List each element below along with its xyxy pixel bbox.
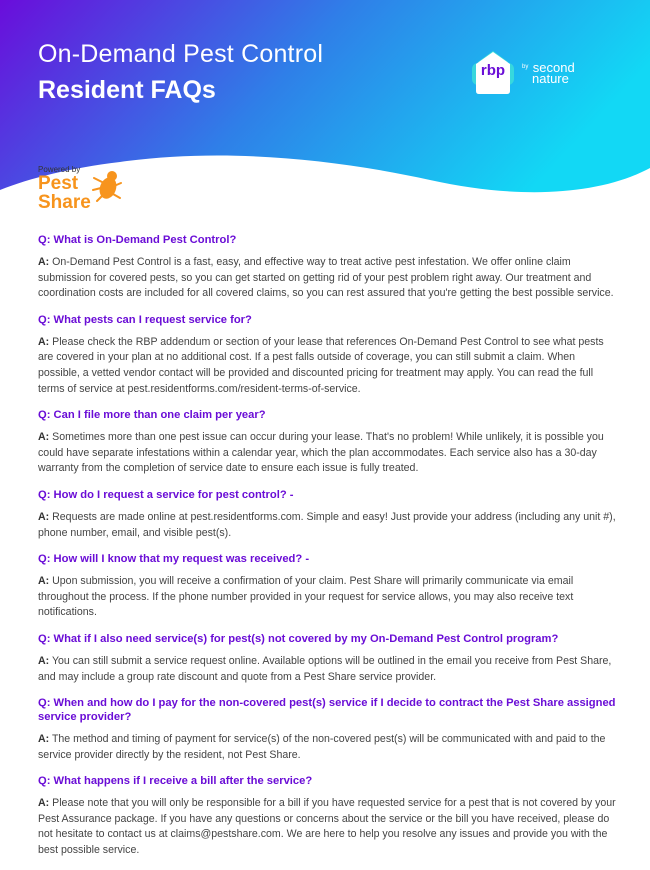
faq-question: Q: How will I know that my request was received? - (38, 553, 310, 566)
faq-answer (38, 335, 616, 397)
answer-text: You can still submit a service request online. Available options will be outlined in the email you receive from Pest Share, and may include a group rate discount and quote from a Pest Share service provider. (38, 654, 612, 683)
logo-nature-text: nature (532, 71, 569, 86)
beetle-icon (90, 168, 124, 204)
faq-question: Q: What if I also need service(s) for pest(s) not covered by my On-Demand Pest Control program? (38, 632, 559, 645)
logo-by-text: by (522, 64, 529, 70)
faq-answer (38, 654, 616, 685)
faq-item (38, 233, 616, 302)
page-title-line1: On-Demand Pest Control (38, 40, 324, 68)
faq-answer (38, 510, 616, 541)
answer-text: On-Demand Pest Control is a fast, easy, and effective way to treat active pest infestation. We offer online claim submission for covered pests, so you can get started on getting rid of your pest problem right away. Our treatment and coordination costs are included for all covered claims, so you can rest assured that you're getting the best possible service. (38, 256, 614, 300)
faq-item (38, 408, 616, 477)
second-nature-logo (522, 62, 575, 84)
rbp-logo (470, 48, 516, 98)
answer-prefix: A: (38, 797, 50, 810)
faq-item (38, 774, 616, 858)
answer-prefix: A: (38, 654, 50, 667)
brand-line1: Pest (38, 173, 79, 194)
answer-text: Upon submission, you will receive a confirmation of your claim. Pest Share will primarily communicate via email throughout the process. If the phone number provided in your request for service allows, you may also receive text notifications. (38, 575, 574, 619)
answer-text: Please note that you will only be responsible for a bill if you have requested service for a pest that is not covered by your Pest Assurance package. If you have any questions or concerns about the service or the bill you have received, please do not hesitate to contact us at claims@pestshare.com. We are here to help you resolve any issues and provide you with the best possible service. (38, 797, 616, 857)
faq-question: Q: When and how do I pay for the non-covered pest(s) service if I decide to contract the Pest Share assigned service provider? (38, 697, 616, 724)
answer-prefix: A: (38, 575, 50, 588)
answer-text: Please check the RBP addendum or section of your lease that references On-Demand Pest Control to see what pests are covered in your plan at no additional cost. If a pest falls outside of coverage, you can still submit a claim. When possible, a vetted vendor contact will be provided and discounted pricing for treatment may apply. You can read the full terms of service at pest.residentforms.com/resident-terms-of-service. (38, 335, 604, 395)
brand-line2: Share (38, 192, 91, 213)
page-title-line2: Resident FAQs (38, 76, 216, 104)
answer-text: The method and timing of payment for service(s) of the non-covered pest(s) will be communicated with and paid to the service provider directly by the resident, not Pest Share. (38, 733, 606, 761)
rbp-logo-text: rbp (480, 62, 506, 79)
answer-text: Sometimes more than one pest issue can occur during your lease. That's no problem! While unlikely, it is possible you could have separate infestations within a calendar year, which the plan accommodates. Each service also has a 30-day warranty from the completion of service date to ensure each issue is fully treated. (38, 431, 604, 475)
logo-second-text: second (532, 60, 575, 75)
answer-prefix: A: (38, 335, 50, 348)
faq-question: Q: What happens if I receive a bill after the service? (38, 775, 313, 788)
faq-answer (38, 430, 616, 477)
powered-by-label: Powered by (38, 165, 81, 174)
faq-item (38, 696, 616, 763)
faq-question: Q: Can I file more than one claim per year? (38, 409, 266, 422)
answer-prefix: A: (38, 431, 50, 444)
faq-answer (38, 796, 616, 858)
answer-prefix: A: (38, 510, 50, 523)
faq-answer (38, 574, 616, 621)
faq-list (38, 233, 616, 870)
faq-item (38, 488, 616, 541)
faq-answer (38, 255, 616, 302)
faq-question: Q: How do I request a service for pest control? - (38, 488, 294, 501)
pest-share-logo (38, 165, 91, 212)
answer-prefix: A: (38, 733, 50, 746)
faq-question: Q: What pests can I request service for? (38, 313, 252, 326)
answer-text: Requests are made online at pest.residentforms.com. Simple and easy! Just provide your address (including any unit #), phone number, email, and visible pest(s). (38, 510, 616, 539)
faq-item (38, 552, 616, 621)
faq-item (38, 313, 616, 397)
faq-question: Q: What is On-Demand Pest Control? (38, 234, 237, 246)
faq-item (38, 632, 616, 685)
answer-prefix: A: (38, 256, 50, 268)
faq-answer (38, 732, 616, 763)
